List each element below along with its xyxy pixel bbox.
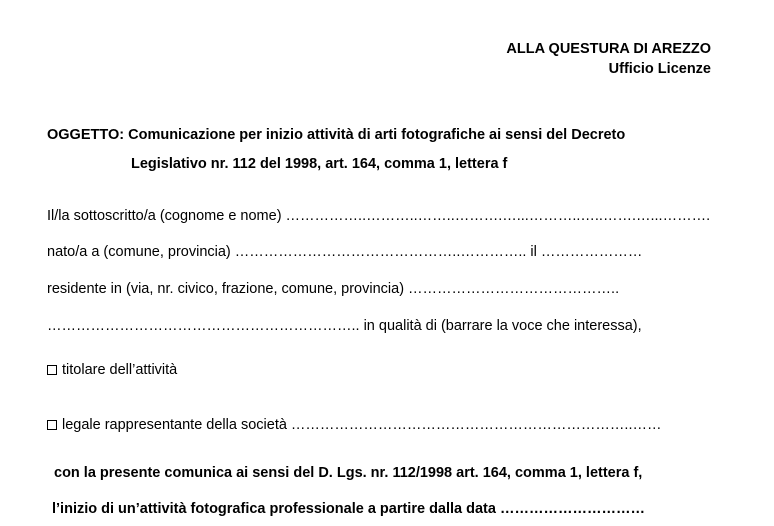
- subject-label: OGGETTO:: [47, 127, 125, 143]
- office-heading: Ufficio Licenze: [608, 61, 711, 77]
- subject-line-2: Legislativo nr. 112 del 1998, art. 164, comma 1, lettera f: [131, 156, 508, 172]
- owner-option-label: titolare dell’attività: [62, 362, 178, 378]
- legal-rep-checkbox[interactable]: [47, 420, 57, 430]
- birthplace-field[interactable]: nato/a a (comune, provincia) ………………………………………..………….. il …………………: [47, 244, 643, 260]
- quality-field[interactable]: ……………………………………………………….. in qualità di (barrare la voce che interessa),: [47, 318, 642, 334]
- owner-checkbox[interactable]: [47, 365, 57, 375]
- residence-field[interactable]: residente in (via, nr. civico, frazione, comune, provincia) ……………………………………..: [47, 281, 620, 297]
- statement-line-1: con la presente comunica ai sensi del D. Lgs. nr. 112/1998 art. 164, comma 1, lettera f,: [54, 465, 643, 481]
- statement-line-2[interactable]: l’inizio di un’attività fotografica professionale a partire dalla data …………………………: [52, 501, 645, 517]
- owner-option[interactable]: [47, 361, 177, 379]
- legal-rep-option[interactable]: [47, 416, 662, 434]
- subject-text-1: Comunicazione per inizio attività di arti fotografiche ai sensi del Decreto: [128, 127, 626, 143]
- legal-rep-option-label: legale rappresentante della società ……………………………………………………………..……: [62, 417, 662, 433]
- undersigned-field[interactable]: Il/la sottoscritto/a (cognome e nome) ……………..………..……..……….…...………..…..…….…...……….: [47, 208, 711, 224]
- recipient-heading: ALLA QUESTURA DI AREZZO: [506, 41, 711, 57]
- subject-line-1: [47, 126, 625, 144]
